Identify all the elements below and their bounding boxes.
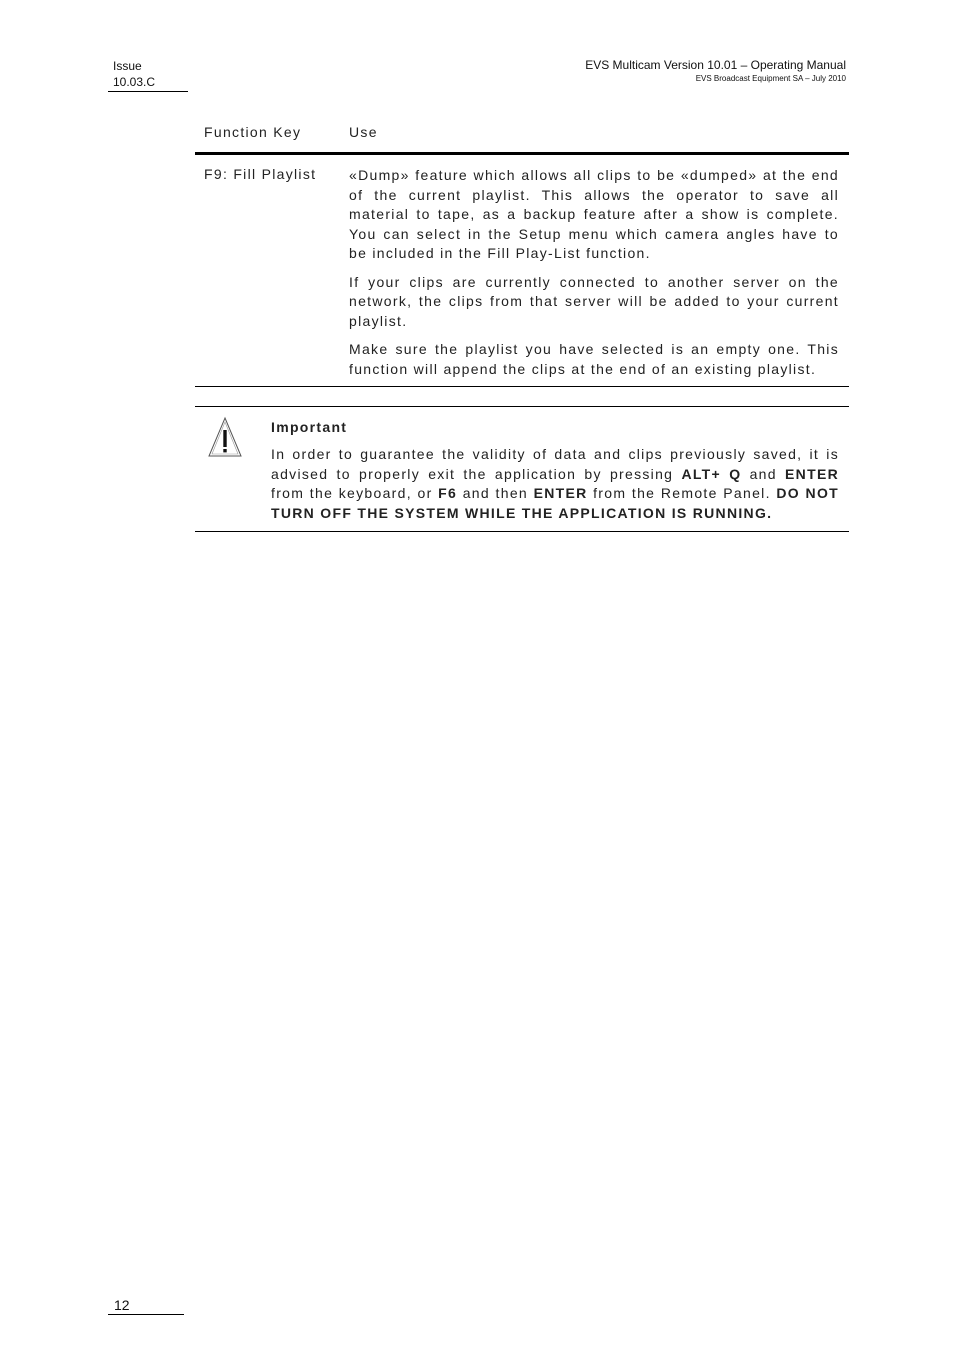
table-header-row <box>195 118 849 155</box>
note-segment: In order to guarantee the validity of data and clips previously saved, it is advised to properly exit the application by pressing <box>271 446 839 482</box>
use-paragraph: Make sure the playlist you have selected is an empty one. This function will append the clips at the end of an existing playlist. <box>349 341 839 377</box>
document-title: EVS Multicam Version 10.01 – Operating Manual <box>585 58 846 72</box>
table-row <box>195 155 849 387</box>
header-function-key: Function Key <box>204 124 302 140</box>
note-segment-bold: ALT+ Q <box>681 465 742 482</box>
function-key-table <box>195 118 849 387</box>
note-segment: from the keyboard, or <box>271 485 439 501</box>
note-heading: Important <box>271 419 348 435</box>
function-key-cell: F9: Fill Playlist <box>204 166 317 182</box>
use-paragraph: «Dump» feature which allows all clips to be «dumped» at the end of the current playlist. This allows the operator to save all material to tape, as a backup feature after a show is complete. You can select in the Setup menu which camera angles have to be included in the Fill Play-List function. <box>349 167 839 261</box>
note-segment-bold: ENTER <box>785 465 839 482</box>
header-use: Use <box>349 124 378 140</box>
issue-number: 10.03.C <box>113 75 156 89</box>
note-text <box>271 445 839 523</box>
note-segment-bold: DO NOT TURN OFF THE SYSTEM WHILE THE APPLICATION IS RUNNING. <box>271 485 839 521</box>
warning-triangle-icon <box>207 416 243 458</box>
note-segment-bold: F6 <box>438 485 458 501</box>
document-subtitle: EVS Broadcast Equipment SA – July 2010 <box>695 74 846 83</box>
note-segment: and <box>741 465 786 482</box>
page-footer <box>108 1296 184 1315</box>
note-body <box>271 417 839 523</box>
note-segment-bold: ENTER <box>533 485 588 501</box>
use-cell <box>340 166 849 379</box>
issue-block <box>108 58 188 92</box>
use-paragraph: If your clips are currently connected to another server on the network, the clips from that server will be added to your current playlist. <box>349 273 839 329</box>
page-number: 12 <box>114 1297 130 1313</box>
document-header <box>446 58 846 84</box>
issue-label: Issue <box>113 59 142 73</box>
important-note <box>195 406 849 532</box>
note-segment: and then <box>457 485 534 501</box>
note-segment: from the Remote Panel. <box>587 485 777 501</box>
